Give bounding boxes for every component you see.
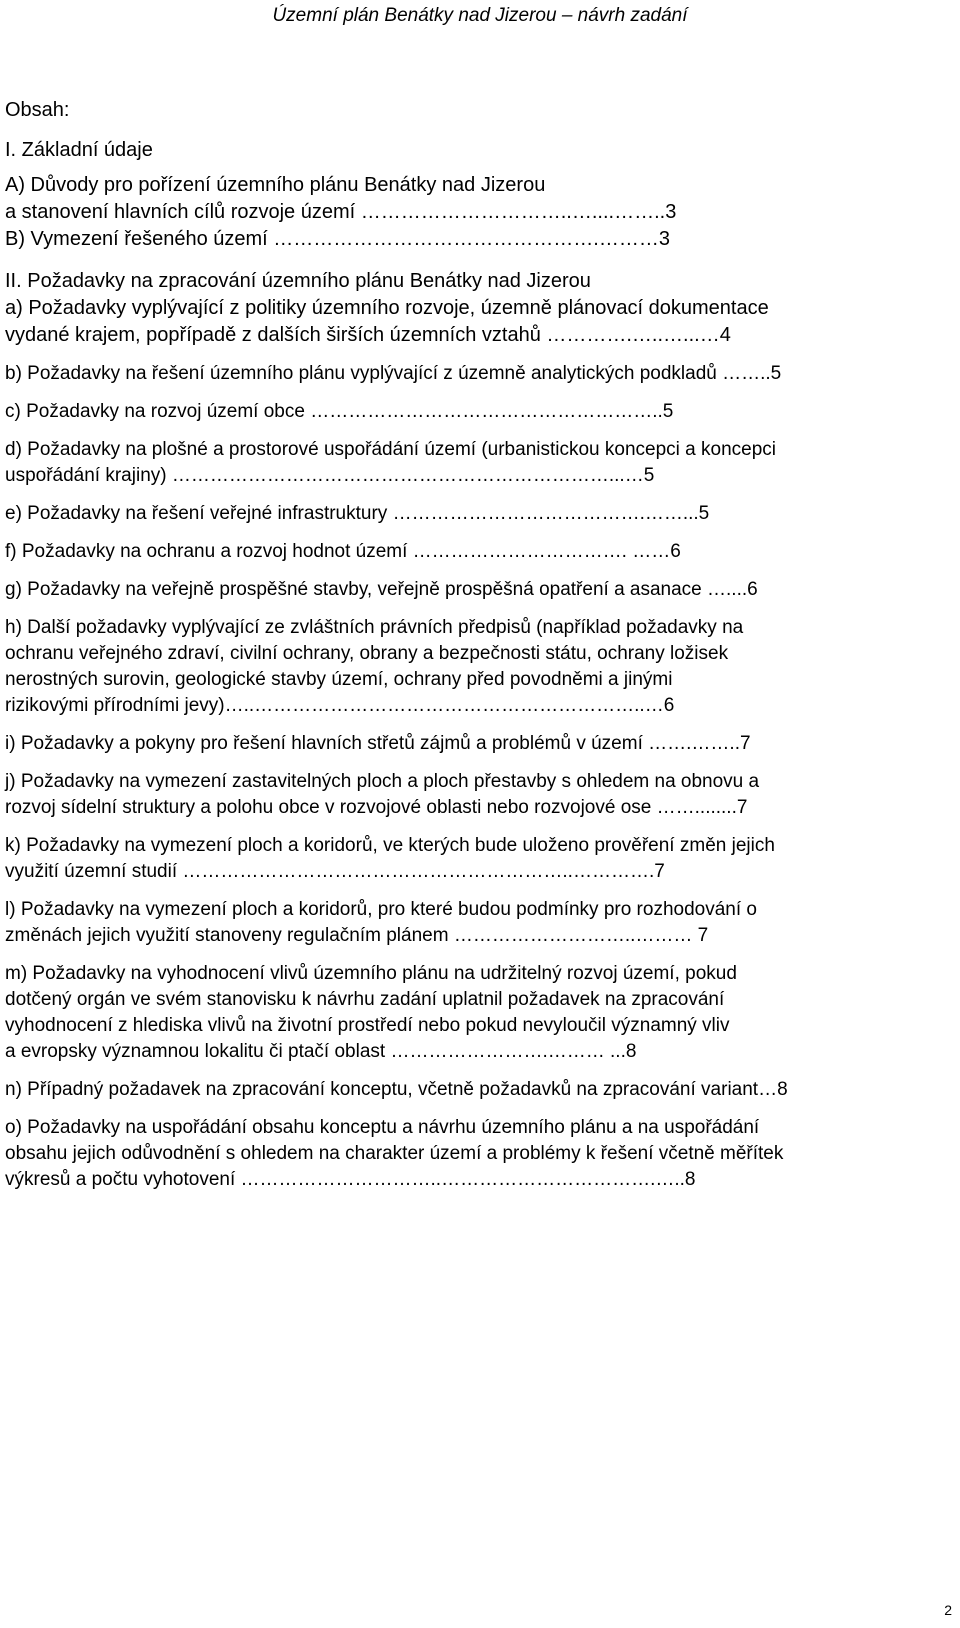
section-1-entries — [5, 172, 950, 253]
toc-line: B) Vymezení řešeného území ………………………………………….………3 — [5, 228, 670, 250]
toc-line: b) Požadavky na řešení územního plánu vyplývající z územně analytických podkladů ……..5 — [5, 363, 782, 384]
toc-entry — [5, 615, 950, 719]
toc-entry — [5, 577, 950, 603]
toc-entry — [5, 539, 950, 565]
toc-entry — [5, 437, 950, 489]
toc-entry — [5, 399, 950, 425]
toc-line: e) Požadavky na řešení veřejné infrastruktury ………………………………….……...5 — [5, 503, 710, 524]
toc-entry — [5, 731, 950, 757]
toc-entry — [5, 501, 950, 527]
toc-line: a) Požadavky vyplývající z politiky územního rozvoje, územně plánovací dokumentace — [5, 297, 769, 319]
toc-line: d) Požadavky na plošné a prostorové uspořádání území (urbanistickou koncepci a koncepci — [5, 439, 776, 460]
toc-line: nerostných surovin, geologické stavby území, ochrany před povodněmi a jinými — [5, 669, 673, 690]
toc-entry — [5, 1077, 950, 1103]
toc-line: i) Požadavky a pokyny pro řešení hlavních střetů zájmů a problémů v území …….……..7 — [5, 733, 751, 754]
toc-line: dotčený orgán ve svém stanovisku k návrhu zadání uplatnil požadavek na zpracování — [5, 989, 725, 1010]
page-number: 2 — [944, 1602, 952, 1618]
toc-line: rizikovými přírodními jevy)…..……………………………………………………..…6 — [5, 695, 675, 716]
page-header: Územní plán Benátky nad Jizerou – návrh zadání — [272, 5, 688, 26]
toc-line: n) Případný požadavek na zpracování konceptu, včetně požadavků na zpracování variant…8 — [5, 1079, 788, 1100]
toc-entry — [5, 897, 950, 949]
toc-line: g) Požadavky na veřejně prospěšné stavby, veřejně prospěšná opatření a asanace …....6 — [5, 579, 758, 600]
contents-heading: Obsah: — [5, 99, 70, 121]
toc-entry — [5, 1115, 950, 1193]
toc-line: vyhodnocení z hlediska vlivů na životní prostředí nebo pokud nevyloučil významný vliv — [5, 1015, 730, 1036]
table-of-contents — [5, 96, 950, 1193]
toc-line: o) Požadavky na uspořádání obsahu konceptu a návrhu územního plánu a na uspořádání — [5, 1117, 760, 1138]
section-1-title: I. Základní údaje — [5, 139, 153, 161]
toc-entry — [5, 833, 950, 885]
toc-line: změnách jejich využití stanoveny regulačním plánem ………………………..……… 7 — [5, 925, 709, 946]
toc-line: l) Požadavky na vymezení ploch a koridorů, pro které budou podmínky pro rozhodování o — [5, 899, 757, 920]
toc-line: f) Požadavky na ochranu a rozvoj hodnot území ……………………………. ……6 — [5, 541, 681, 562]
toc-line: h) Další požadavky vyplývající ze zvláštních právních předpisů (například požadavky na — [5, 617, 744, 638]
toc-line: rozvoj sídelní struktury a polohu obce v rozvojové oblasti nebo rozvojové ose ……........7 — [5, 797, 748, 818]
section-2-title: II. Požadavky na zpracování územního plánu Benátky nad Jizerou — [5, 270, 591, 292]
toc-line: vydané krajem, popřípadě z dalších širších územních vztahů ………….…..…...…4 — [5, 324, 731, 346]
toc-entry — [5, 961, 950, 1065]
toc-line: a evropsky významnou lokalitu či ptačí oblast …………………….……… ...8 — [5, 1041, 637, 1062]
toc-line: a stanovení hlavních cílů rozvoje území …………………………..…....……..3 — [5, 201, 677, 223]
toc-line: ochranu veřejného zdraví, civilní ochrany, obrany a bezpečnosti státu, ochrany ložisek — [5, 643, 729, 664]
toc-line: uspořádání krajiny) ……………………………………………………………...…5 — [5, 465, 655, 486]
toc-line: A) Důvody pro pořízení územního plánu Benátky nad Jizerou — [5, 174, 546, 196]
toc-line: j) Požadavky na vymezení zastavitelných ploch a ploch přestavby s ohledem na obnovu a — [5, 771, 760, 792]
toc-line: výkresů a počtu vyhotovení …………………………..…………………………….…..8 — [5, 1169, 696, 1190]
toc-line: m) Požadavky na vyhodnocení vlivů územního plánu na udržitelný rozvoj území, pokud — [5, 963, 737, 984]
toc-line: k) Požadavky na vymezení ploch a koridorů, ve kterých bude uloženo prověření změn jejich — [5, 835, 775, 856]
toc-entry — [5, 361, 950, 387]
section-2-intro — [5, 295, 950, 349]
toc-line: obsahu jejich odůvodnění s ohledem na charakter území a problémy k řešení včetně měřítek — [5, 1143, 784, 1164]
section-2-entries — [5, 361, 950, 1193]
toc-entry — [5, 769, 950, 821]
toc-line: c) Požadavky na rozvoj území obce ………………………………………………..5 — [5, 401, 674, 422]
toc-line: využití územní studií ……………………………………………………..………….7 — [5, 861, 665, 882]
